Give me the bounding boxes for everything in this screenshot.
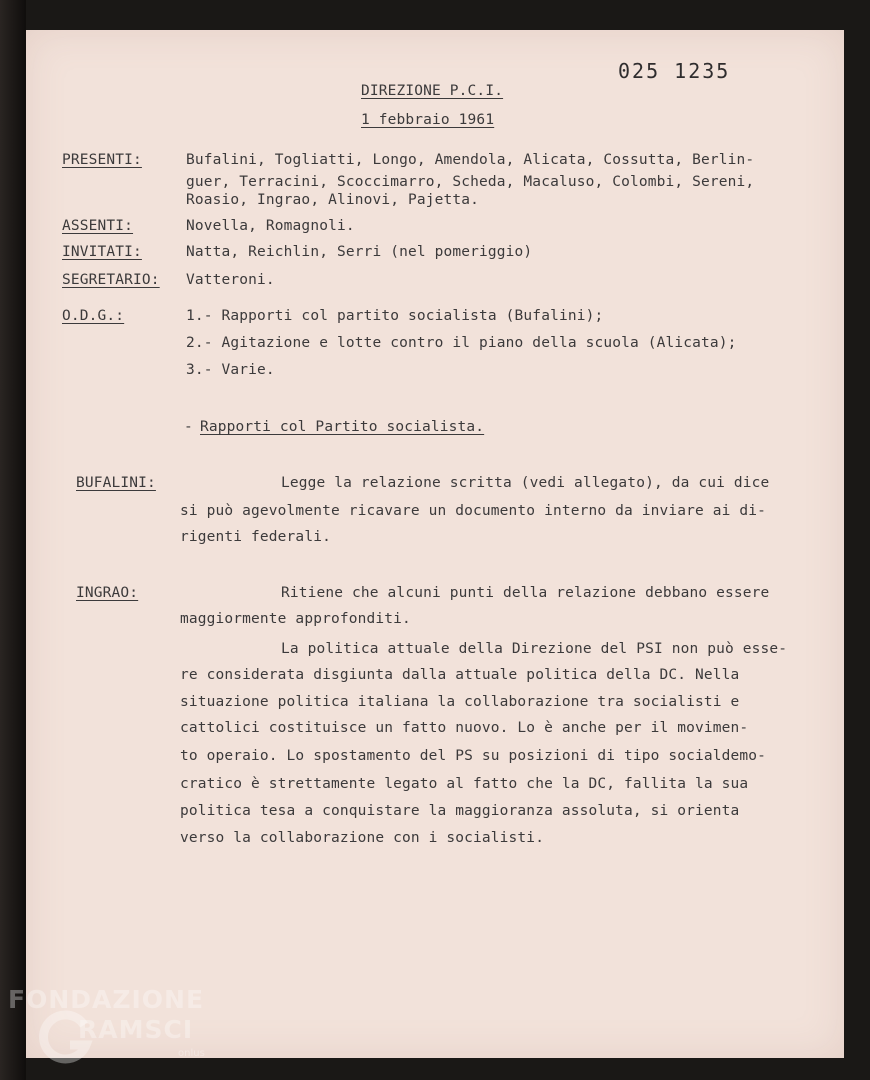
speech-line: si può agevolmente ricavare un documento interno da inviare ai di-: [180, 503, 767, 519]
speech-line: re considerata disgiunta dalla attuale politica della DC. Nella: [180, 667, 740, 683]
document-number: 025 1235: [618, 59, 731, 83]
watermark-sub: onlus: [178, 1048, 205, 1059]
presenti-line: Bufalini, Togliatti, Longo, Amendola, Alicata, Cossutta, Berlin-: [186, 152, 755, 168]
agenda-item: 3.- Varie.: [186, 362, 275, 378]
speech-line: maggiormente approfonditi.: [180, 611, 411, 627]
document-title: DIREZIONE P.C.I.: [361, 83, 504, 99]
binding-edge: [0, 0, 26, 1080]
presenti-label: PRESENTI:: [62, 152, 142, 168]
speech-line: verso la collaborazione con i socialisti.: [180, 830, 545, 846]
speech-line: to operaio. Lo spostamento del PS su posizioni di tipo socialdemo-: [180, 748, 767, 764]
agenda-item: 1.- Rapporti col partito socialista (Bufalini);: [186, 308, 604, 324]
speech-line: rigenti federali.: [180, 529, 331, 545]
speech-line: situazione politica italiana la collaborazione tra socialisti e: [180, 694, 740, 710]
speaker-name: BUFALINI:: [76, 475, 156, 491]
speech-line: La politica attuale della Direzione del PSI non può esse-: [281, 641, 788, 657]
speech-line: Ritiene che alcuni punti della relazione debbano essere: [281, 585, 770, 601]
document-page: [26, 30, 844, 1058]
presenti-line: guer, Terracini, Scoccimarro, Scheda, Macaluso, Colombi, Sereni,: [186, 174, 755, 190]
invitati-label: INVITATI:: [62, 244, 142, 260]
document-date: 1 febbraio 1961: [361, 112, 495, 128]
agenda-item: 2.- Agitazione e lotte contro il piano della scuola (Alicata);: [186, 335, 737, 351]
segretario-value: Vatteroni.: [186, 272, 275, 288]
assenti-label: ASSENTI:: [62, 218, 134, 234]
section-dash: -: [184, 419, 193, 435]
watermark-line1: FONDAZIONE: [8, 985, 205, 1014]
speaker-name: INGRAO:: [76, 585, 139, 601]
invitati-value: Natta, Reichlin, Serri (nel pomeriggio): [186, 244, 533, 260]
presenti-line: Roasio, Ingrao, Alinovi, Pajetta.: [186, 192, 480, 208]
speech-line: cratico è strettamente legato al fatto che la DC, fallita la sua: [180, 776, 749, 792]
fondazione-gramsci-watermark: [8, 985, 238, 1075]
speech-line: cattolici costituisce un fatto nuovo. Lo è anche per il movimen-: [180, 720, 749, 736]
speech-line: Legge la relazione scritta (vedi allegato), da cui dice: [281, 475, 770, 491]
assenti-value: Novella, Romagnoli.: [186, 218, 355, 234]
agenda-label: O.D.G.:: [62, 308, 125, 324]
watermark-line2: RAMSCI: [78, 1015, 194, 1044]
segretario-label: SEGRETARIO:: [62, 272, 160, 288]
speech-line: politica tesa a conquistare la maggioranza assoluta, si orienta: [180, 803, 740, 819]
section-heading: Rapporti col Partito socialista.: [200, 419, 485, 435]
